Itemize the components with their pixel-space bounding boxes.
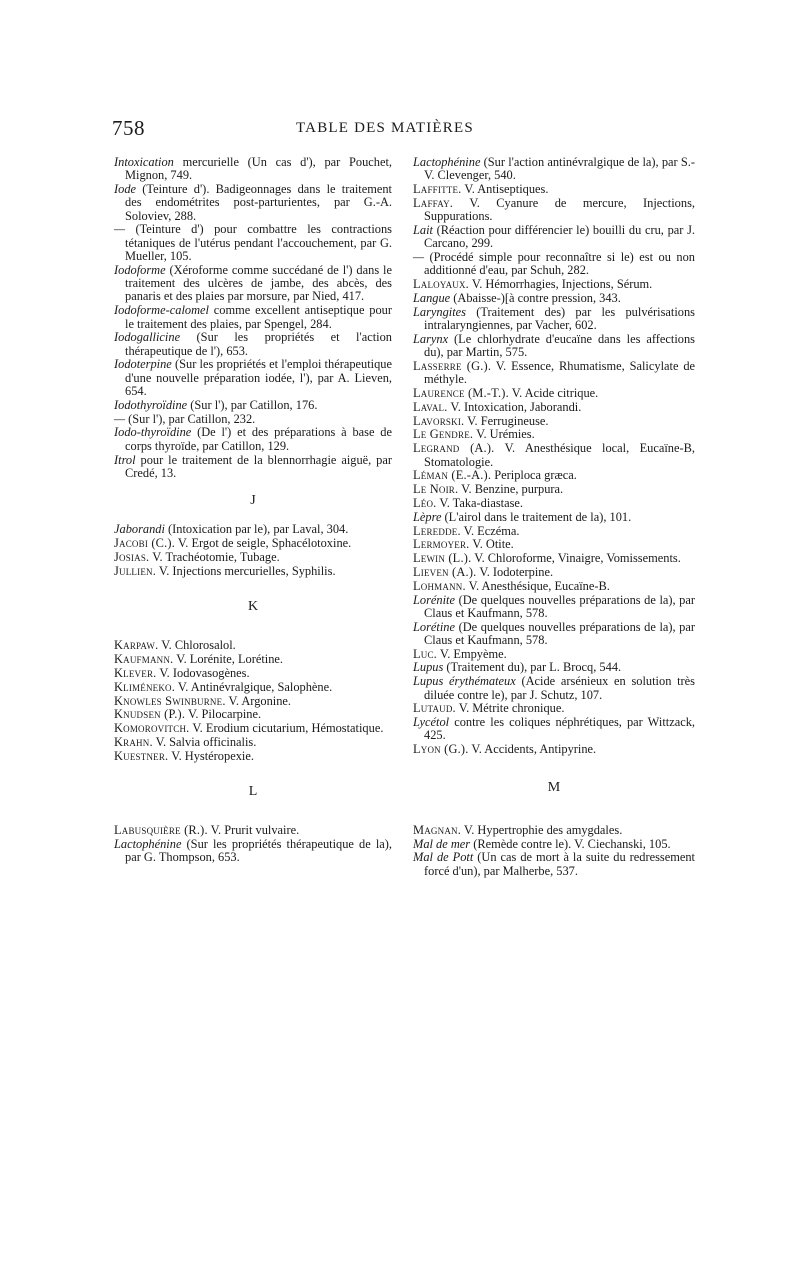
entry-text: V. Antinévralgique, Salophène. — [175, 679, 333, 694]
index-entry — [114, 537, 392, 550]
entry-text: V. Trachéotomie, Tubage. — [149, 550, 280, 565]
index-entry — [413, 552, 695, 565]
index-entry — [413, 306, 695, 333]
index-entry — [114, 413, 392, 426]
entry-text: V. Iodoterpine. — [476, 564, 554, 579]
entry-heading: Lorétine — [413, 619, 455, 634]
entry-heading: Intoxication — [114, 155, 174, 169]
index-entry — [413, 525, 695, 538]
entry-text: (Traitement des) par les pulvérisations intralaryngiennes, par Vacher, 602. — [424, 304, 695, 333]
entry-heading: Itrol — [114, 452, 136, 467]
entry-text: (De quelques nouvelles préparations de la), par Claus et Kaufmann, 578. — [424, 592, 695, 620]
entry-heading: Jaborandi — [114, 522, 165, 537]
entry-text: V. Prurit vulvaire. — [207, 823, 300, 838]
index-entry — [413, 278, 695, 291]
index-entry — [114, 454, 392, 481]
entry-heading: Lactophénine — [413, 155, 481, 169]
entry-heading: Laloyaux. — [413, 277, 469, 292]
entry-text: (Procédé simple pour reconnaître si le) est ou non additionné d'eau, par Schuh, 282. — [424, 250, 695, 278]
entry-text: V. Hystéropexie. — [168, 748, 254, 763]
index-entry — [413, 838, 695, 851]
entry-text: (Traitement du), par L. Brocq, 544. — [443, 660, 622, 675]
entry-text: V. Hémorrhagies, Injections, Sérum. — [468, 277, 653, 292]
entry-heading: Lewin (L.). — [413, 551, 472, 566]
index-entry — [413, 387, 695, 400]
entry-heading: Lohmann. — [413, 578, 466, 593]
entry-heading: Knudsen (P.). — [114, 707, 186, 722]
entry-heading: Kuestner. — [114, 748, 169, 763]
entry-text: (Teinture d'). Badigeonnages dans le traitement des endométrites post-parturientes, par G.-A. Soloviev, 288. — [125, 182, 392, 223]
index-entry — [413, 197, 695, 224]
entry-heading: Krahn. — [114, 734, 153, 749]
entry-text: V. Ergot de seigle, Sphacélotoxine. — [175, 536, 352, 551]
entry-text: V. Anesthésique, Eucaïne-B. — [465, 578, 610, 593]
entry-heading: Lorénite — [413, 592, 455, 607]
entry-text: V. Ferrugineuse. — [464, 413, 549, 428]
index-entry — [413, 251, 695, 278]
index-entry — [413, 648, 695, 661]
entry-text: V. Essence, Rhumatisme, Salicylate de méthyle. — [424, 358, 696, 387]
index-entry — [413, 511, 695, 524]
index-column-right — [413, 156, 695, 879]
index-entry — [413, 716, 695, 743]
index-entry — [114, 358, 392, 398]
index-entry — [114, 183, 392, 223]
entry-text: V. Empyème. — [436, 646, 507, 661]
entry-heading: Lycétol — [413, 715, 450, 730]
entry-heading: Karpaw. — [114, 638, 159, 653]
entry-heading: Mal de Pott — [413, 850, 474, 865]
index-entry — [114, 426, 392, 453]
entry-heading: Laffay. — [413, 195, 454, 210]
entry-text: V. Antiseptiques. — [461, 182, 549, 197]
entry-heading: Lutaud. — [413, 701, 456, 716]
index-entry — [413, 743, 695, 756]
entry-text: V. Accidents, Antipyrine. — [468, 742, 597, 757]
page-number: 758 — [112, 116, 145, 140]
index-entry — [413, 851, 695, 878]
entry-text: V. Pilocarpine. — [185, 707, 262, 722]
entry-text: (Intoxication par le), par Laval, 304. — [164, 522, 349, 537]
entry-heading: Magnan. — [413, 822, 462, 837]
entry-heading: Léman (E.-A.). — [413, 468, 492, 483]
entry-heading: Klever. — [114, 666, 157, 680]
index-entry — [114, 399, 392, 412]
section-letter-m: M — [547, 779, 561, 795]
entry-text: (De l') et des préparations à base de corps thyroïde, par Catillon, 129. — [125, 425, 392, 453]
entry-text: V. Lorénite, Lorétine. — [173, 652, 284, 667]
entry-text: V. Taka-diastase. — [436, 495, 524, 510]
section-letter-j: J — [250, 493, 256, 509]
entry-heading: Luc. — [413, 646, 437, 661]
entry-heading: Laurence (M.-T.). — [413, 386, 509, 401]
index-entry — [114, 331, 392, 358]
entry-heading: Lèpre — [413, 509, 442, 524]
entry-heading: Lasserre (G.). — [413, 358, 492, 373]
entry-text: comme excellent antiseptique pour le traitement des plaies, par Spengel, 284. — [125, 303, 392, 331]
entry-text: (Sur les propriétés thérapeutique de la), par G. Thompson, 653. — [125, 837, 392, 865]
entry-heading: Le Noir. — [413, 482, 459, 497]
entry-text: (Sur l'action antinévralgique de la), par S.-V. Clevenger, 540. — [424, 155, 695, 183]
index-entry — [413, 292, 695, 305]
entry-text: Periploca græca. — [491, 468, 577, 483]
entry-text: V. Chloroforme, Vinaigre, Vomissements. — [471, 551, 681, 566]
index-entry — [114, 264, 392, 304]
entry-text: V. Salvia officinalis. — [152, 734, 257, 749]
index-entry — [114, 708, 392, 721]
entry-heading: Mal de mer — [413, 836, 471, 851]
index-entry — [114, 156, 392, 183]
index-entry — [114, 304, 392, 331]
entry-text: V. Iodovasogènes. — [156, 666, 250, 680]
entry-heading: Jacobi (C.). — [114, 536, 176, 551]
index-entry — [413, 621, 695, 648]
entry-text: pour le traitement de la blennorrhagie aiguë, par Credé, 13. — [125, 452, 392, 480]
index-entry — [114, 838, 392, 865]
index-entry — [413, 401, 695, 414]
entry-heading: Iodoforme — [114, 262, 166, 277]
index-entry — [114, 667, 392, 680]
entry-heading: Iodo-thyroïdine — [114, 425, 192, 440]
entry-text: (Teinture d') pour combattre les contractions tétaniques de l'utérus pendant l'accouchement, par G. Mueller, 105. — [125, 222, 392, 264]
entry-heading: Lermoyer. — [413, 537, 470, 552]
entry-heading: Jullien. — [114, 563, 157, 578]
index-entry — [114, 653, 392, 666]
index-entry — [413, 538, 695, 551]
entry-heading: Laffitte. — [413, 182, 462, 197]
entry-heading: Leredde. — [413, 523, 461, 538]
index-entry — [413, 483, 695, 496]
entry-text: (Un cas de mort à la suite du redressement forcé d'un), par Malherbe, 537. — [424, 850, 696, 878]
section-letter-k: K — [247, 599, 259, 615]
entry-heading: Josias. — [114, 550, 150, 565]
entry-text: V. Cyanure de mercure, Injections, Suppurations. — [424, 195, 695, 224]
index-entry — [413, 156, 695, 183]
entry-text: V. Benzine, purpura. — [458, 482, 564, 497]
index-entry — [413, 442, 695, 469]
entry-text: V. Erodium cicutarium, Hémostatique. — [189, 721, 384, 736]
entry-heading: — — [114, 411, 126, 426]
index-entry — [413, 580, 695, 593]
index-entry — [114, 639, 392, 652]
entry-text: V. Urémies. — [473, 427, 535, 442]
entry-heading: Kaufmann. — [114, 652, 174, 667]
index-entry — [413, 224, 695, 251]
entry-heading: — — [413, 250, 425, 265]
entry-text: (Sur l'), par Catillon, 176. — [187, 397, 318, 412]
section-letter-l: L — [248, 784, 258, 800]
entry-text: V. Anesthésique local, Eucaïne-B, Stomatologie. — [424, 441, 695, 469]
entry-text: V. Métrite chronique. — [455, 701, 565, 716]
index-entry — [413, 566, 695, 579]
index-entry — [413, 675, 695, 702]
entry-text: mercurielle (Un cas d'), par Pouchet, Mignon, 749. — [125, 155, 392, 183]
entry-heading: Larynx — [413, 331, 449, 346]
entry-heading: Langue — [413, 290, 451, 305]
index-entry — [114, 824, 392, 837]
entry-text: (Remède contre le). V. Ciechanski, 105. — [470, 836, 671, 851]
index-entry — [114, 722, 392, 735]
entry-heading: Laval. — [413, 399, 448, 414]
entry-text: (Réaction pour différencier le) bouilli du cru, par J. Carcano, 299. — [424, 222, 695, 251]
index-entry — [413, 702, 695, 715]
entry-text: V. Chlorosalol. — [158, 638, 236, 653]
index-entry — [413, 594, 695, 621]
index-entry — [413, 469, 695, 482]
entry-heading: Lupus — [413, 660, 444, 675]
entry-heading: Kliméneko. — [114, 679, 176, 694]
index-entry — [114, 551, 392, 564]
index-entry — [413, 183, 695, 196]
index-entry — [114, 681, 392, 694]
index-column-left — [114, 156, 392, 865]
entry-heading: Lupus érythémateux — [413, 674, 516, 689]
entry-heading: Lactophénine — [114, 837, 182, 852]
entry-text: (Le chlorhydrate d'eucaïne dans les affections du), par Martin, 575. — [424, 331, 695, 360]
entry-heading: Lyon (G.). — [413, 742, 469, 757]
entry-text: V. Argonine. — [225, 693, 292, 708]
index-entry — [413, 360, 695, 387]
entry-heading: Lieven (A.). — [413, 564, 477, 579]
entry-text: (Sur les propriétés et l'action thérapeutique de l'), 653. — [125, 330, 392, 358]
entry-heading: Lait — [413, 222, 433, 237]
entry-text: (De quelques nouvelles préparations de la), par Claus et Kaufmann, 578. — [424, 619, 695, 647]
entry-text: contre les coliques néphrétiques, par Wittzack, 425. — [424, 715, 695, 743]
entry-heading: Iodothyroïdine — [114, 397, 188, 412]
entry-text: V. Injections mercurielles, Syphilis. — [156, 563, 336, 578]
entry-text: V. Otite. — [469, 537, 514, 552]
index-entry — [114, 750, 392, 763]
entry-heading: Legrand (A.). — [413, 441, 495, 456]
entry-heading: Labusquière (R.). — [114, 823, 208, 838]
entry-text: (Xéroforme comme succédané de l') dans le traitement des ulcères de jambe, des abcès, des panaris et des plaies par morsure, par Nied, 417. — [125, 262, 392, 304]
entry-heading: Knowles Swinburne. — [114, 693, 226, 708]
entry-heading: — — [114, 222, 126, 237]
index-entry — [114, 565, 392, 578]
running-head: TABLE DES MATIÈRES — [296, 120, 474, 136]
entry-heading: Iodoforme-calomel — [114, 303, 209, 318]
entry-text: (Abaisse-)[à contre pression, 343. — [450, 290, 621, 305]
index-entry — [413, 497, 695, 510]
entry-text: V. Hypertrophie des amygdales. — [461, 822, 623, 837]
entry-text: V. Intoxication, Jaborandi. — [447, 399, 582, 414]
entry-text: (Acide arsénieux en solution très diluée contre le), par J. Schutz, 107. — [424, 674, 695, 702]
entry-text: (Sur l'), par Catillon, 232. — [125, 411, 256, 426]
entry-text: (L'airol dans le traitement de la), 101. — [441, 509, 632, 524]
index-entry — [114, 695, 392, 708]
entry-heading: Iode — [114, 182, 137, 197]
index-entry — [114, 223, 392, 263]
index-entry — [413, 824, 695, 837]
index-entry — [114, 736, 392, 749]
entry-heading: Laryngites — [413, 304, 467, 319]
entry-heading: Komorovitch. — [114, 721, 190, 736]
entry-heading: Iodogallicine — [114, 330, 181, 345]
index-entry — [114, 523, 392, 536]
entry-heading: Léo. — [413, 495, 437, 510]
entry-text: V. Eczéma. — [460, 523, 520, 538]
entry-text: V. Acide citrique. — [508, 386, 599, 401]
entry-heading: Lavorski. — [413, 413, 465, 428]
index-entry — [413, 333, 695, 360]
index-entry — [413, 661, 695, 674]
entry-heading: Iodoterpine — [114, 357, 172, 372]
entry-heading: Le Gendre. — [413, 427, 474, 442]
entry-text: (Sur les propriétés et l'emploi thérapeutique d'une nouvelle préparation iodée, l'), par A. Lieven, 654. — [125, 357, 392, 399]
index-entry — [413, 428, 695, 441]
index-entry — [413, 415, 695, 428]
